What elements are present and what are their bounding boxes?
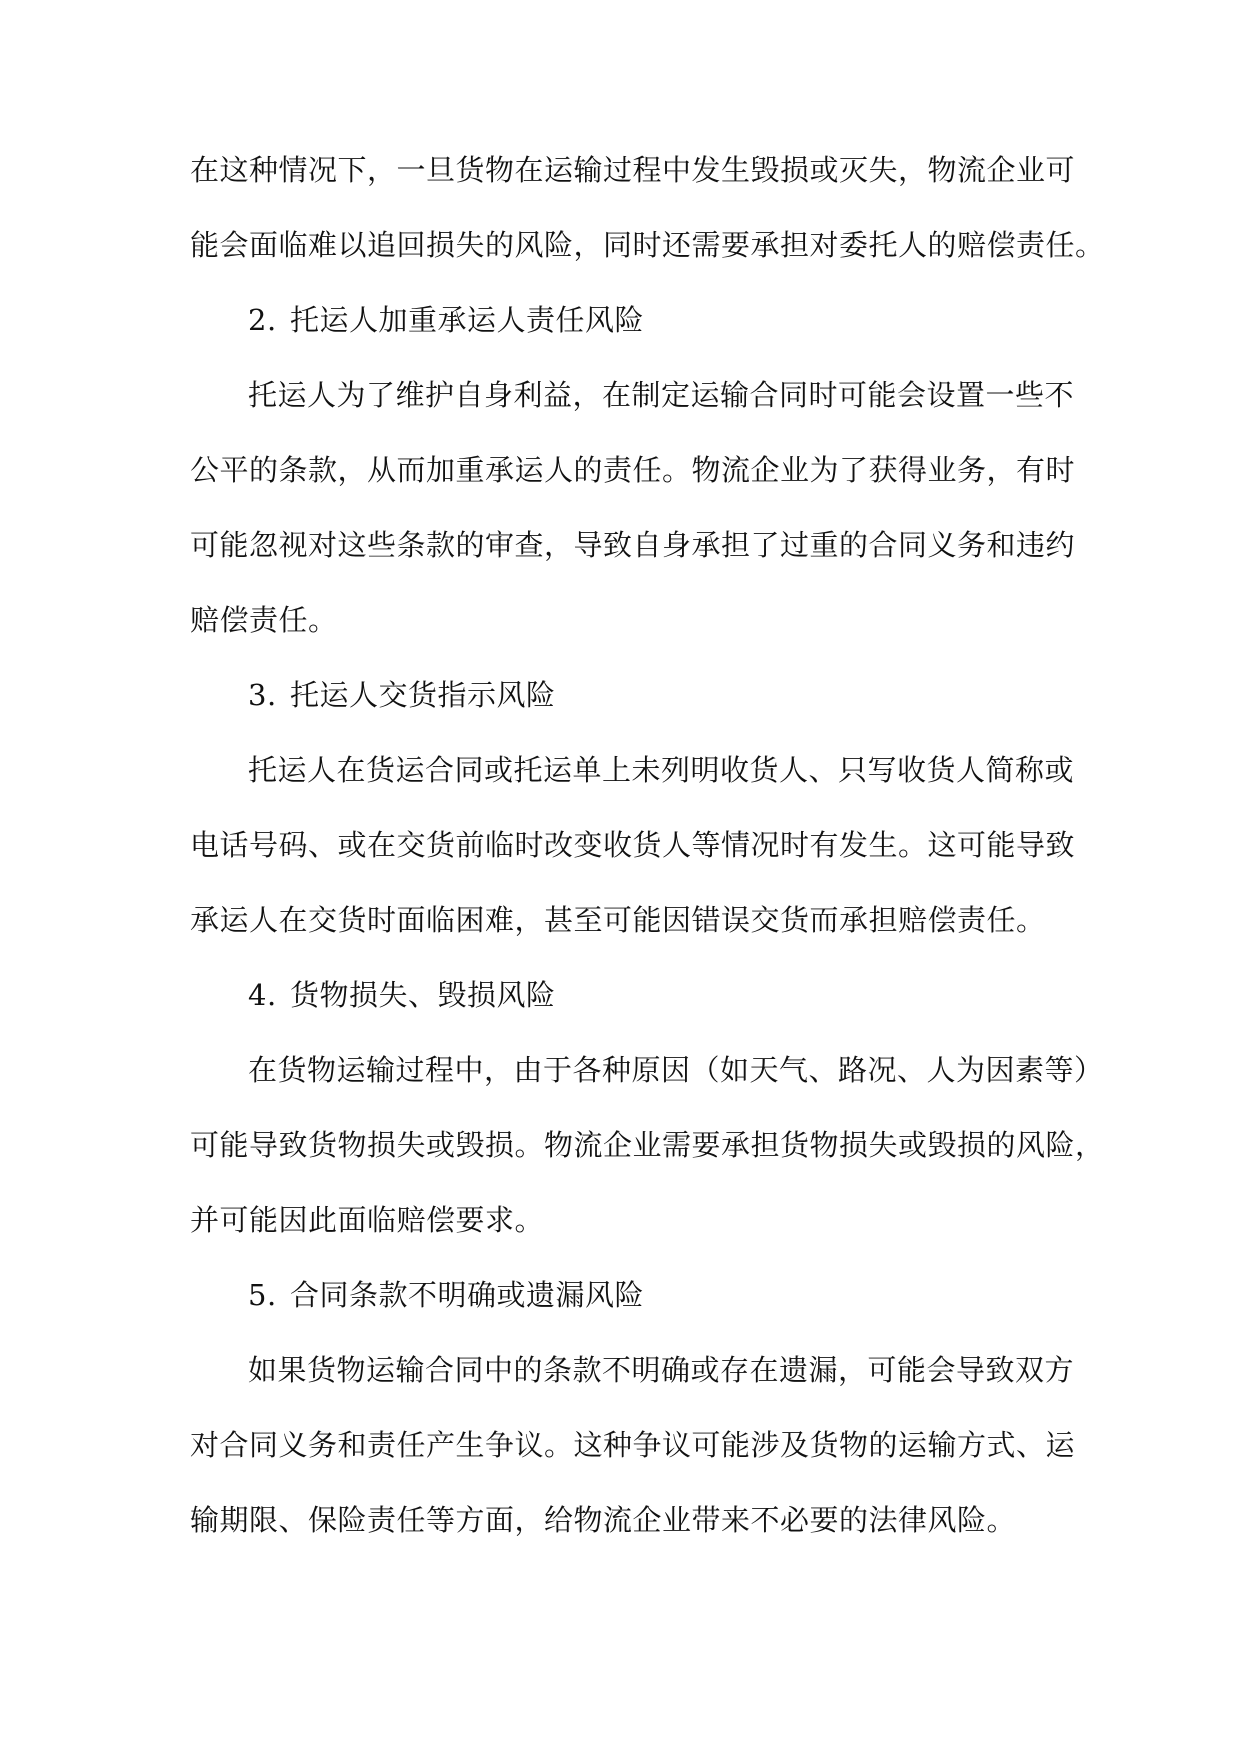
paragraph-line: 赔偿责任。	[190, 603, 338, 637]
paragraph-line: 托运人为了维护自身利益，在制定运输合同时可能会设置一些不	[248, 378, 1075, 412]
paragraph-line: 在货物运输过程中，由于各种原因（如天气、路况、人为因素等）	[248, 1053, 1104, 1087]
paragraph-line: 对合同义务和责任产生争议。这种争议可能涉及货物的运输方式、运	[190, 1428, 1076, 1462]
paragraph-line: 可能忽视对这些条款的审查，导致自身承担了过重的合同义务和违约	[190, 528, 1076, 562]
heading-title: 货物损失、毁损风险	[290, 978, 556, 1012]
paragraph-line: 并可能因此面临赔偿要求。	[190, 1203, 545, 1237]
paragraph-line: 在这种情况下，一旦货物在运输过程中发生毁损或灭失，物流企业可	[190, 153, 1076, 187]
heading-title: 合同条款不明确或遗漏风险	[290, 1278, 645, 1312]
paragraph-line: 如果货物运输合同中的条款不明确或存在遗漏，可能会导致双方	[248, 1353, 1075, 1387]
paragraph-line: 电话号码、或在交货前临时改变收货人等情况时有发生。这可能导致	[190, 828, 1076, 862]
heading-number: 2.	[248, 303, 277, 337]
paragraph-line: 托运人在货运合同或托运单上未列明收货人、只写收货人简称或	[248, 753, 1075, 787]
paragraph-line: 能会面临难以追回损失的风险，同时还需要承担对委托人的赔偿责任。	[190, 228, 1105, 262]
heading-number: 4.	[248, 978, 277, 1012]
paragraph-line: 输期限、保险责任等方面，给物流企业带来不必要的法律风险。	[190, 1503, 1017, 1537]
paragraph-line: 可能导致货物损失或毁损。物流企业需要承担货物损失或毁损的风险，	[190, 1128, 1105, 1162]
heading-number: 3.	[248, 678, 277, 712]
paragraph-line: 公平的条款，从而加重承运人的责任。物流企业为了获得业务，有时	[190, 453, 1076, 487]
heading-title: 托运人加重承运人责任风险	[290, 303, 645, 337]
paragraph-line: 承运人在交货时面临困难，甚至可能因错误交货而承担赔偿责任。	[190, 903, 1046, 937]
section-heading-3	[248, 677, 1118, 713]
section-heading-5	[248, 1277, 1118, 1313]
heading-number: 5.	[248, 1278, 277, 1312]
heading-title: 托运人交货指示风险	[290, 678, 556, 712]
section-heading-4	[248, 977, 1118, 1013]
section-heading-2	[248, 302, 1118, 338]
